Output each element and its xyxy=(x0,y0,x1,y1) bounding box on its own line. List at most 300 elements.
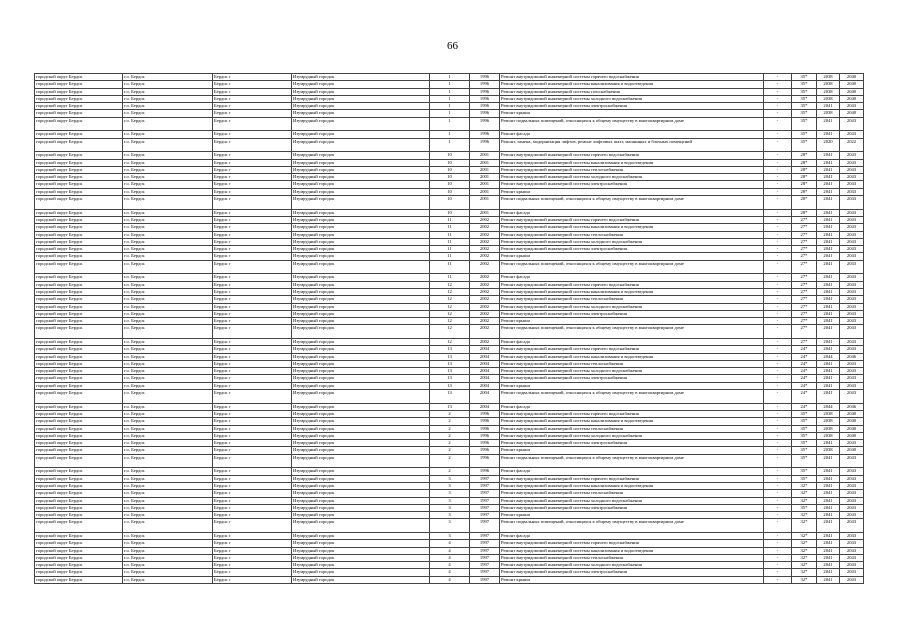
cell-cost: - xyxy=(764,188,792,195)
cell-period-end: 2040 xyxy=(840,110,864,117)
cell-work-type: Ремонт крыши xyxy=(500,576,764,583)
cell-work-type: Ремонт крыши xyxy=(500,253,764,260)
cell-wear-percent: 27* xyxy=(792,338,817,345)
cell-city: г.о. Бердск xyxy=(123,519,213,533)
cell-wear-percent: 27* xyxy=(792,274,817,281)
cell-period-end: 2043 xyxy=(840,246,864,253)
cell-city: г.о. Бердск xyxy=(123,196,213,210)
cell-city: г.о. Бердск xyxy=(123,554,213,561)
cell-locality: Бердск г xyxy=(213,288,292,295)
cell-district: городской округ Бердск xyxy=(35,81,123,88)
cell-work-type: Ремонт фасада xyxy=(500,468,764,475)
cell-locality: Бердск г xyxy=(213,410,292,417)
cell-build-year: 2001 xyxy=(470,188,500,195)
cell-district: городской округ Бердск xyxy=(35,253,123,260)
table-row xyxy=(35,533,864,540)
cell-build-year: 1996 xyxy=(470,110,500,117)
cell-wear-percent: 27* xyxy=(792,303,817,310)
cell-period-end: 2043 xyxy=(840,281,864,288)
cell-district: городской округ Бердск xyxy=(35,274,123,281)
cell-period-end: 2043 xyxy=(840,238,864,245)
cell-period-end: 2043 xyxy=(840,368,864,375)
cell-period-start: 2041 xyxy=(817,117,840,131)
cell-wear-percent: 35* xyxy=(792,432,817,439)
cell-cost: - xyxy=(764,224,792,231)
cell-wear-percent: 24* xyxy=(792,360,817,367)
cell-work-type: Ремонт внутридомовой инженерной системы холодного водоснабжения xyxy=(500,432,764,439)
cell-work-type: Ремонт внутридомовой инженерной системы горячего водоснабжения xyxy=(500,410,764,417)
table-row xyxy=(35,152,864,159)
cell-cost: - xyxy=(764,490,792,497)
cell-city: г.о. Бердск xyxy=(123,432,213,439)
cell-period-start: 2041 xyxy=(817,174,840,181)
cell-city: г.о. Бердск xyxy=(123,475,213,482)
cell-build-year: 2001 xyxy=(470,209,500,216)
table-row xyxy=(35,231,864,238)
cell-street: Изумрудный городок xyxy=(292,281,430,288)
cell-wear-percent: 27* xyxy=(792,231,817,238)
cell-locality: Бердск г xyxy=(213,181,292,188)
cell-house-number: 2 xyxy=(430,447,470,454)
cell-house-number: 4 xyxy=(430,562,470,569)
cell-street: Изумрудный городок xyxy=(292,117,430,131)
cell-house-number: 11 xyxy=(430,253,470,260)
cell-wear-percent: 35* xyxy=(792,110,817,117)
cell-street: Изумрудный городок xyxy=(292,382,430,389)
cell-cost: - xyxy=(764,403,792,410)
cell-period-end: 2043 xyxy=(840,475,864,482)
cell-street: Изумрудный городок xyxy=(292,346,430,353)
cell-work-type: Ремонт внутридомовой инженерной системы электроснабжения xyxy=(500,569,764,576)
table-row xyxy=(35,131,864,138)
cell-district: городской округ Бердск xyxy=(35,238,123,245)
cell-period-start: 2041 xyxy=(817,281,840,288)
cell-street: Изумрудный городок xyxy=(292,224,430,231)
cell-period-start: 2041 xyxy=(817,368,840,375)
cell-district: городской округ Бердск xyxy=(35,318,123,325)
cell-street: Изумрудный городок xyxy=(292,569,430,576)
cell-district: городской округ Бердск xyxy=(35,447,123,454)
cell-period-end: 2043 xyxy=(840,103,864,110)
cell-locality: Бердск г xyxy=(213,533,292,540)
cell-city: г.о. Бердск xyxy=(123,310,213,317)
cell-house-number: 2 xyxy=(430,432,470,439)
cell-city: г.о. Бердск xyxy=(123,325,213,339)
cell-cost: - xyxy=(764,562,792,569)
cell-period-end: 2043 xyxy=(840,468,864,475)
cell-city: г.о. Бердск xyxy=(123,281,213,288)
cell-street: Изумрудный городок xyxy=(292,88,430,95)
cell-wear-percent: 27* xyxy=(792,325,817,339)
cell-cost: - xyxy=(764,353,792,360)
cell-district: городской округ Бердск xyxy=(35,296,123,303)
cell-wear-percent: 35* xyxy=(792,475,817,482)
cell-wear-percent: 35* xyxy=(792,454,817,468)
cell-locality: Бердск г xyxy=(213,360,292,367)
cell-city: г.о. Бердск xyxy=(123,296,213,303)
cell-wear-percent: 35* xyxy=(792,440,817,447)
cell-district: городской округ Бердск xyxy=(35,390,123,404)
cell-wear-percent: 35* xyxy=(792,418,817,425)
cell-district: городской округ Бердск xyxy=(35,540,123,547)
cell-house-number: 12 xyxy=(430,303,470,310)
cell-house-number: 3 xyxy=(430,519,470,533)
cell-period-end: 2043 xyxy=(840,346,864,353)
cell-locality: Бердск г xyxy=(213,346,292,353)
cell-cost: - xyxy=(764,159,792,166)
cell-period-end: 2043 xyxy=(840,181,864,188)
cell-work-type: Ремонт крыши xyxy=(500,188,764,195)
cell-city: г.о. Бердск xyxy=(123,238,213,245)
table-row xyxy=(35,390,864,404)
cell-city: г.о. Бердск xyxy=(123,188,213,195)
cell-wear-percent: 28* xyxy=(792,166,817,173)
table-row xyxy=(35,325,864,339)
table-row xyxy=(35,569,864,576)
cell-period-end: 2043 xyxy=(840,497,864,504)
cell-house-number: 12 xyxy=(430,281,470,288)
cell-district: городской округ Бердск xyxy=(35,103,123,110)
cell-city: г.о. Бердск xyxy=(123,454,213,468)
cell-city: г.о. Бердск xyxy=(123,224,213,231)
cell-wear-percent: 27* xyxy=(792,260,817,274)
cell-district: городской округ Бердск xyxy=(35,152,123,159)
cell-wear-percent: 27* xyxy=(792,246,817,253)
cell-house-number: 11 xyxy=(430,260,470,274)
cell-work-type: Ремонт внутридомовой инженерной системы теплоснабжения xyxy=(500,231,764,238)
cell-period-start: 2041 xyxy=(817,188,840,195)
cell-period-end: 2043 xyxy=(840,482,864,489)
cell-street: Изумрудный городок xyxy=(292,238,430,245)
cell-wear-percent: 35* xyxy=(792,95,817,102)
table-row xyxy=(35,253,864,260)
table-row xyxy=(35,382,864,389)
cell-cost: - xyxy=(764,296,792,303)
cell-house-number: 4 xyxy=(430,569,470,576)
cell-cost: - xyxy=(764,103,792,110)
cell-period-start: 2041 xyxy=(817,246,840,253)
cell-work-type: Ремонт внутридомовой инженерной системы электроснабжения xyxy=(500,310,764,317)
cell-period-end: 2043 xyxy=(840,338,864,345)
cell-work-type: Ремонт внутридомовой инженерной системы горячего водоснабжения xyxy=(500,540,764,547)
cell-district: городской округ Бердск xyxy=(35,454,123,468)
cell-work-type: Ремонт, замена, модернизация лифтов, ремонт лифтовых шахт, машинных и блочных помещений xyxy=(500,138,764,152)
cell-work-type: Ремонт внутридомовой инженерной системы канализования и водоотведения xyxy=(500,353,764,360)
cell-locality: Бердск г xyxy=(213,440,292,447)
cell-street: Изумрудный городок xyxy=(292,353,430,360)
cell-house-number: 4 xyxy=(430,547,470,554)
cell-period-end: 2043 xyxy=(840,490,864,497)
cell-build-year: 1997 xyxy=(470,576,500,583)
cell-cost: - xyxy=(764,238,792,245)
cell-build-year: 2001 xyxy=(470,174,500,181)
cell-period-end: 2040 xyxy=(840,95,864,102)
cell-house-number: 1 xyxy=(430,88,470,95)
cell-cost: - xyxy=(764,382,792,389)
cell-wear-percent: 35* xyxy=(792,425,817,432)
cell-period-end: 2040 xyxy=(840,418,864,425)
cell-locality: Бердск г xyxy=(213,504,292,511)
cell-house-number: 11 xyxy=(430,231,470,238)
cell-district: городской округ Бердск xyxy=(35,188,123,195)
cell-city: г.о. Бердск xyxy=(123,490,213,497)
cell-city: г.о. Бердск xyxy=(123,390,213,404)
cell-city: г.о. Бердск xyxy=(123,88,213,95)
cell-wear-percent: 35* xyxy=(792,410,817,417)
cell-wear-percent: 32* xyxy=(792,533,817,540)
cell-build-year: 2002 xyxy=(470,274,500,281)
cell-build-year: 1996 xyxy=(470,103,500,110)
cell-build-year: 1997 xyxy=(470,475,500,482)
cell-period-end: 2043 xyxy=(840,274,864,281)
cell-locality: Бердск г xyxy=(213,209,292,216)
cell-street: Изумрудный городок xyxy=(292,576,430,583)
cell-house-number: 12 xyxy=(430,338,470,345)
cell-cost: - xyxy=(764,482,792,489)
cell-period-start: 2041 xyxy=(817,196,840,210)
cell-house-number: 13 xyxy=(430,375,470,382)
cell-period-start: 2041 xyxy=(817,209,840,216)
table-row xyxy=(35,310,864,317)
cell-period-start: 2041 xyxy=(817,576,840,583)
cell-cost: - xyxy=(764,432,792,439)
cell-district: городской округ Бердск xyxy=(35,432,123,439)
cell-work-type: Ремонт внутридомовой инженерной системы горячего водоснабжения xyxy=(500,74,764,81)
cell-wear-percent: 27* xyxy=(792,281,817,288)
cell-build-year: 1996 xyxy=(470,454,500,468)
cell-district: городской округ Бердск xyxy=(35,174,123,181)
table-row xyxy=(35,346,864,353)
cell-locality: Бердск г xyxy=(213,454,292,468)
cell-cost: - xyxy=(764,110,792,117)
cell-wear-percent: 28* xyxy=(792,181,817,188)
cell-work-type: Ремонт фасада xyxy=(500,209,764,216)
cell-street: Изумрудный городок xyxy=(292,131,430,138)
cell-city: г.о. Бердск xyxy=(123,246,213,253)
table-row xyxy=(35,504,864,511)
table-row xyxy=(35,166,864,173)
cell-locality: Бердск г xyxy=(213,353,292,360)
cell-locality: Бердск г xyxy=(213,159,292,166)
cell-city: г.о. Бердск xyxy=(123,547,213,554)
table-row xyxy=(35,547,864,554)
cell-street: Изумрудный городок xyxy=(292,159,430,166)
cell-period-start: 2041 xyxy=(817,166,840,173)
cell-work-type: Ремонт внутридомовой инженерной системы холодного водоснабжения xyxy=(500,174,764,181)
cell-work-type: Ремонт внутридомовой инженерной системы теплоснабжения xyxy=(500,296,764,303)
cell-cost: - xyxy=(764,81,792,88)
cell-work-type: Ремонт фасада xyxy=(500,274,764,281)
cell-build-year: 2001 xyxy=(470,181,500,188)
cell-cost: - xyxy=(764,310,792,317)
cell-work-type: Ремонт крыши xyxy=(500,318,764,325)
cell-period-start: 2038 xyxy=(817,432,840,439)
cell-house-number: 1 xyxy=(430,131,470,138)
cell-work-type: Ремонт крыши xyxy=(500,512,764,519)
cell-period-start: 2041 xyxy=(817,181,840,188)
cell-house-number: 3 xyxy=(430,504,470,511)
cell-city: г.о. Бердск xyxy=(123,288,213,295)
cell-wear-percent: 32* xyxy=(792,554,817,561)
cell-city: г.о. Бердск xyxy=(123,303,213,310)
cell-district: городской округ Бердск xyxy=(35,246,123,253)
cell-wear-percent: 32* xyxy=(792,497,817,504)
cell-build-year: 1996 xyxy=(470,138,500,152)
cell-city: г.о. Бердск xyxy=(123,209,213,216)
cell-locality: Бердск г xyxy=(213,246,292,253)
cell-work-type: Ремонт внутридомовой инженерной системы холодного водоснабжения xyxy=(500,497,764,504)
table-row xyxy=(35,576,864,583)
cell-period-end: 2043 xyxy=(840,540,864,547)
cell-district: городской округ Бердск xyxy=(35,231,123,238)
cell-district: городской округ Бердск xyxy=(35,88,123,95)
cell-build-year: 1996 xyxy=(470,432,500,439)
cell-locality: Бердск г xyxy=(213,519,292,533)
cell-period-start: 2041 xyxy=(817,346,840,353)
cell-locality: Бердск г xyxy=(213,554,292,561)
cell-street: Изумрудный городок xyxy=(292,432,430,439)
cell-house-number: 10 xyxy=(430,152,470,159)
table-row xyxy=(35,512,864,519)
cell-street: Изумрудный городок xyxy=(292,454,430,468)
cell-locality: Бердск г xyxy=(213,497,292,504)
cell-street: Изумрудный городок xyxy=(292,216,430,223)
cell-city: г.о. Бердск xyxy=(123,138,213,152)
cell-locality: Бердск г xyxy=(213,562,292,569)
cell-street: Изумрудный городок xyxy=(292,74,430,81)
cell-district: городской округ Бердск xyxy=(35,569,123,576)
table-row xyxy=(35,88,864,95)
cell-wear-percent: 24* xyxy=(792,382,817,389)
cell-work-type: Ремонт внутридомовой инженерной системы канализования и водоотведения xyxy=(500,547,764,554)
cell-locality: Бердск г xyxy=(213,174,292,181)
cell-period-end: 2043 xyxy=(840,209,864,216)
cell-period-end: 2043 xyxy=(840,260,864,274)
cell-district: городской округ Бердск xyxy=(35,368,123,375)
cell-district: городской округ Бердск xyxy=(35,403,123,410)
cell-build-year: 2004 xyxy=(470,390,500,404)
cell-work-type: Ремонт крыши xyxy=(500,110,764,117)
cell-street: Изумрудный городок xyxy=(292,562,430,569)
cell-street: Изумрудный городок xyxy=(292,166,430,173)
cell-work-type: Ремонт внутридомовой инженерной системы холодного водоснабжения xyxy=(500,95,764,102)
cell-district: городской округ Бердск xyxy=(35,554,123,561)
cell-locality: Бердск г xyxy=(213,338,292,345)
cell-wear-percent: 32* xyxy=(792,576,817,583)
cell-street: Изумрудный городок xyxy=(292,504,430,511)
cell-district: городской округ Бердск xyxy=(35,325,123,339)
table-row xyxy=(35,288,864,295)
cell-house-number: 3 xyxy=(430,482,470,489)
cell-street: Изумрудный городок xyxy=(292,497,430,504)
cell-locality: Бердск г xyxy=(213,166,292,173)
cell-wear-percent: 35* xyxy=(792,138,817,152)
cell-work-type: Ремонт внутридомовой инженерной системы газоснабжения xyxy=(500,88,764,95)
cell-build-year: 2002 xyxy=(470,246,500,253)
cell-cost: - xyxy=(764,338,792,345)
cell-street: Изумрудный городок xyxy=(292,95,430,102)
table-row xyxy=(35,281,864,288)
cell-build-year: 1997 xyxy=(470,540,500,547)
cell-locality: Бердск г xyxy=(213,425,292,432)
cell-house-number: 10 xyxy=(430,196,470,210)
cell-cost: - xyxy=(764,260,792,274)
cell-work-type: Ремонт внутридомовой инженерной системы канализования и водоотведения xyxy=(500,288,764,295)
cell-district: городской округ Бердск xyxy=(35,338,123,345)
cell-period-start: 2041 xyxy=(817,360,840,367)
cell-house-number: 2 xyxy=(430,418,470,425)
cell-cost: - xyxy=(764,246,792,253)
cell-work-type: Ремонт внутридомовой инженерной системы электроснабжения xyxy=(500,375,764,382)
table-row xyxy=(35,110,864,117)
cell-period-start: 2041 xyxy=(817,224,840,231)
cell-build-year: 1996 xyxy=(470,74,500,81)
cell-period-start: 2041 xyxy=(817,303,840,310)
cell-period-start: 2038 xyxy=(817,418,840,425)
cell-street: Изумрудный городок xyxy=(292,188,430,195)
cell-locality: Бердск г xyxy=(213,81,292,88)
cell-work-type: Ремонт внутридомовой инженерной системы холодного водоснабжения xyxy=(500,562,764,569)
cell-build-year: 1996 xyxy=(470,95,500,102)
cell-street: Изумрудный городок xyxy=(292,152,430,159)
cell-build-year: 2004 xyxy=(470,382,500,389)
table-row xyxy=(35,74,864,81)
cell-build-year: 2002 xyxy=(470,325,500,339)
cell-district: городской округ Бердск xyxy=(35,475,123,482)
cell-cost: - xyxy=(764,533,792,540)
cell-period-end: 2043 xyxy=(840,360,864,367)
cell-city: г.о. Бердск xyxy=(123,482,213,489)
cell-build-year: 1996 xyxy=(470,131,500,138)
table-row xyxy=(35,418,864,425)
cell-district: городской округ Бердск xyxy=(35,468,123,475)
cell-period-end: 2043 xyxy=(840,288,864,295)
cell-cost: - xyxy=(764,95,792,102)
cell-period-start: 2041 xyxy=(817,540,840,547)
cell-period-end: 2043 xyxy=(840,296,864,303)
cell-cost: - xyxy=(764,166,792,173)
cell-build-year: 2002 xyxy=(470,281,500,288)
cell-work-type: Ремонт внутридомовой инженерной системы теплоснабжения xyxy=(500,554,764,561)
cell-city: г.о. Бердск xyxy=(123,81,213,88)
cell-locality: Бердск г xyxy=(213,188,292,195)
cell-district: городской округ Бердск xyxy=(35,382,123,389)
cell-city: г.о. Бердск xyxy=(123,403,213,410)
table-row xyxy=(35,103,864,110)
cell-locality: Бердск г xyxy=(213,432,292,439)
cell-period-end: 2043 xyxy=(840,533,864,540)
cell-wear-percent: 27* xyxy=(792,238,817,245)
cell-work-type: Ремонт подвальных помещений, относящихся к общему имуществу в многоквартирном доме xyxy=(500,519,764,533)
cell-build-year: 2002 xyxy=(470,338,500,345)
cell-work-type: Ремонт внутридомовой инженерной системы электроснабжения xyxy=(500,504,764,511)
cell-build-year: 1997 xyxy=(470,512,500,519)
cell-city: г.о. Бердск xyxy=(123,410,213,417)
cell-house-number: 13 xyxy=(430,353,470,360)
cell-city: г.о. Бердск xyxy=(123,131,213,138)
cell-wear-percent: 32* xyxy=(792,569,817,576)
cell-build-year: 1997 xyxy=(470,562,500,569)
cell-build-year: 1996 xyxy=(470,418,500,425)
table-row xyxy=(35,562,864,569)
cell-city: г.о. Бердск xyxy=(123,353,213,360)
cell-build-year: 1996 xyxy=(470,447,500,454)
cell-period-end: 2043 xyxy=(840,216,864,223)
cell-locality: Бердск г xyxy=(213,216,292,223)
cell-period-start: 2038 xyxy=(817,81,840,88)
cell-period-end: 2043 xyxy=(840,554,864,561)
cell-build-year: 2002 xyxy=(470,288,500,295)
